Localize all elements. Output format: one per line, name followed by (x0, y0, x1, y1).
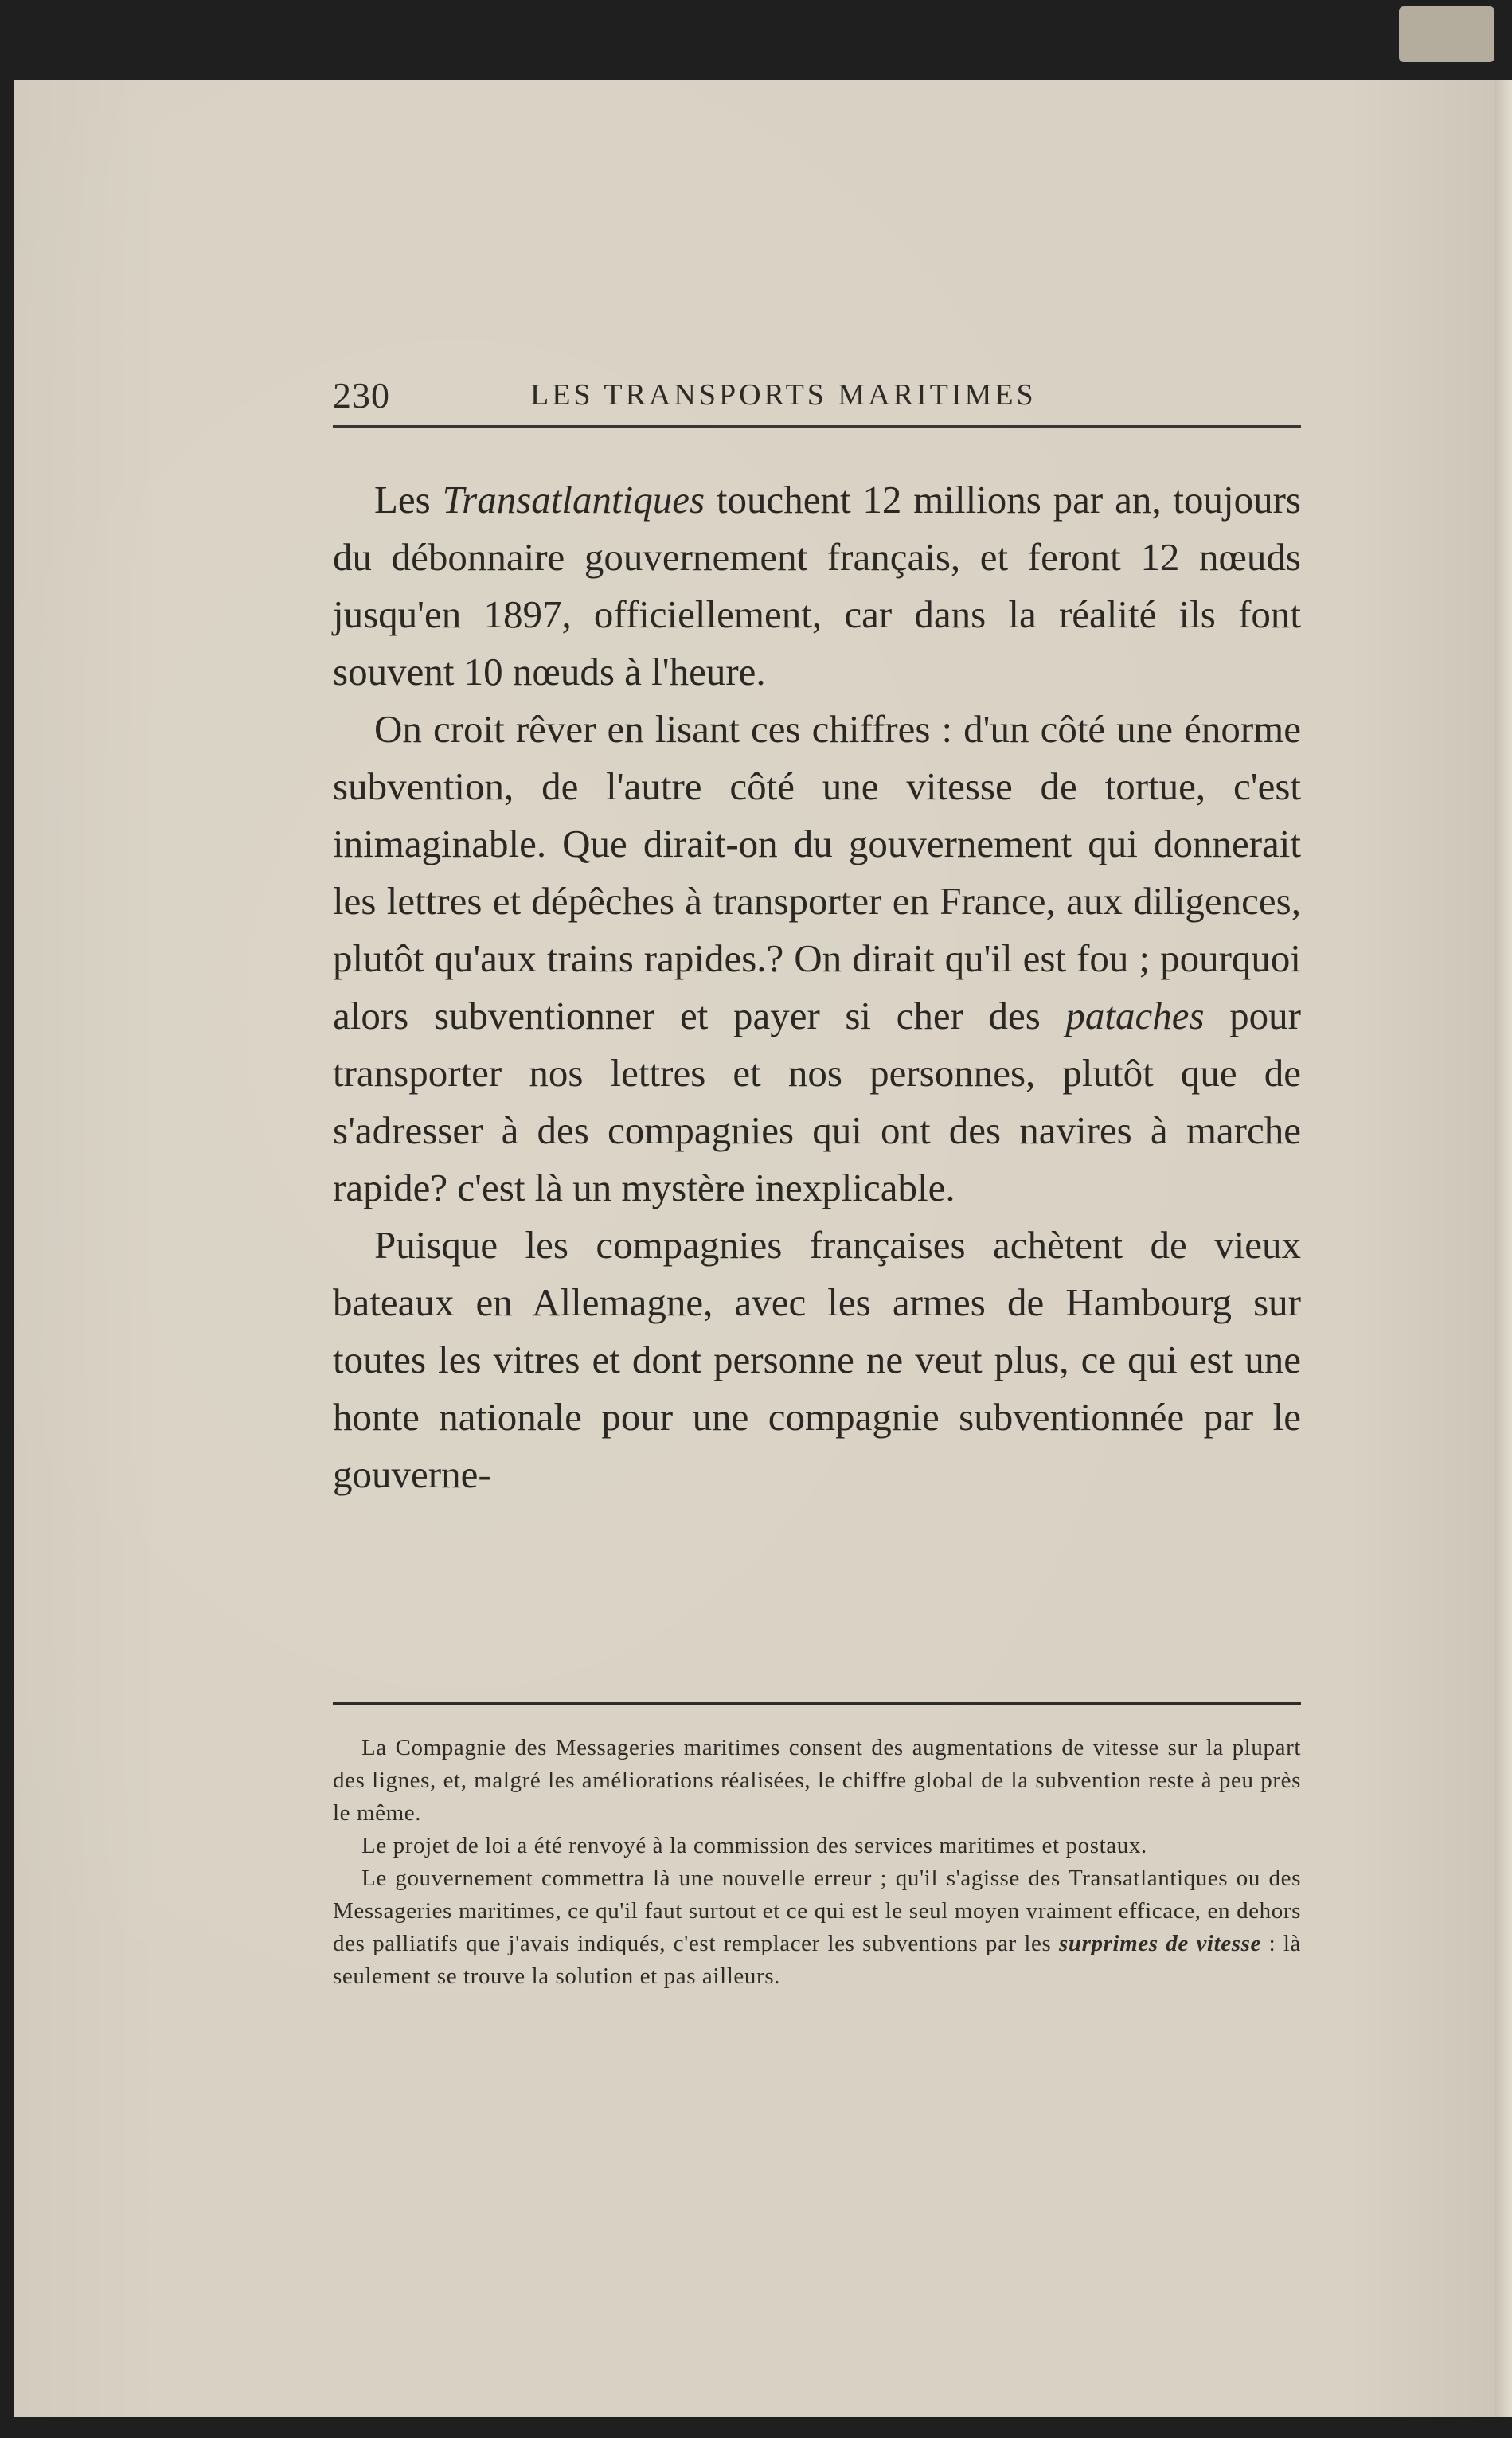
page-edge (1495, 80, 1512, 2417)
running-head: LES TRANSPORTS MARITIMES (530, 378, 1037, 412)
footnotes (333, 1732, 1301, 1993)
body-text (333, 471, 1301, 1503)
paragraph-1 (333, 471, 1301, 701)
page-header (333, 374, 1301, 430)
paragraph-2-italic: pataches (1065, 994, 1205, 1037)
footnote-rule (333, 1702, 1301, 1705)
paragraph-2-start: On croit rêver en lisant ces chiffres : d'un côté une énorme subvention, de l'autre côté une vitesse de tortue, c'est inimaginable. Que dirait-on du gouvernement qui donnerait les lettres et dépêches à transporter en France, aux diligences, plutôt qu'aux trains rapides.? On dirait qu'il est fou ; pourquoi alors subventionner et payer si cher des (333, 707, 1301, 1037)
footnote-2: Le projet de loi a été renvoyé à la commission des services maritimes et postaux. (361, 1833, 1147, 1858)
page-corner-tab (1399, 6, 1494, 62)
paragraph-2-rest: pour transporter nos lettres et nos personnes, plutôt que de s'adresser à des compagnies qui ont des navires à marche rapide? c'est là un mystère inexplicable. (333, 994, 1301, 1209)
paragraph-2 (333, 701, 1301, 1217)
page-number: 230 (333, 375, 390, 416)
paragraph-3: Puisque les compagnies françaises achètent de vieux bateaux en Allemagne, avec les armes de Hambourg sur toutes les vitres et dont personne ne veut plus, ce qui est une honte nationale pour une compagnie subventionnée par le gouverne- (333, 1223, 1301, 1496)
header-rule (333, 425, 1301, 428)
footnote-3-rest: : là seulement se trouve la solution et pas ailleurs. (333, 1931, 1301, 1989)
footnote-3-start: Le gouvernement commettra là une nouvelle erreur ; qu'il s'agisse des Transatlantiques ou des Messageries maritimes, ce qu'il faut surtout et ce qui est le seul moyen vraiment efficace, en dehors des palliatifs que j'avais indiqués, c'est remplacer les subventions par les (333, 1866, 1301, 1956)
paragraph-1-rest: touchent 12 millions par an, toujours du débonnaire gouvernement français, et feront 12 nœuds jusqu'en 1897, officiellement, car dans la réalité ils font souvent 10 nœuds à l'heure. (333, 478, 1302, 694)
footnote-3 (333, 1862, 1301, 1993)
footnote-1: La Compagnie des Messageries maritimes consent des augmentations de vitesse sur la plupart des lignes, et, malgré les améliorations réalisées, le chiffre global de la subvention reste à peu près le même. (333, 1735, 1301, 1826)
paragraph-1-italic: Transatlantiques (442, 478, 705, 522)
footnote-3-italic: surprimes de vitesse (1059, 1931, 1261, 1956)
paragraph-1-start: Les (374, 478, 443, 522)
